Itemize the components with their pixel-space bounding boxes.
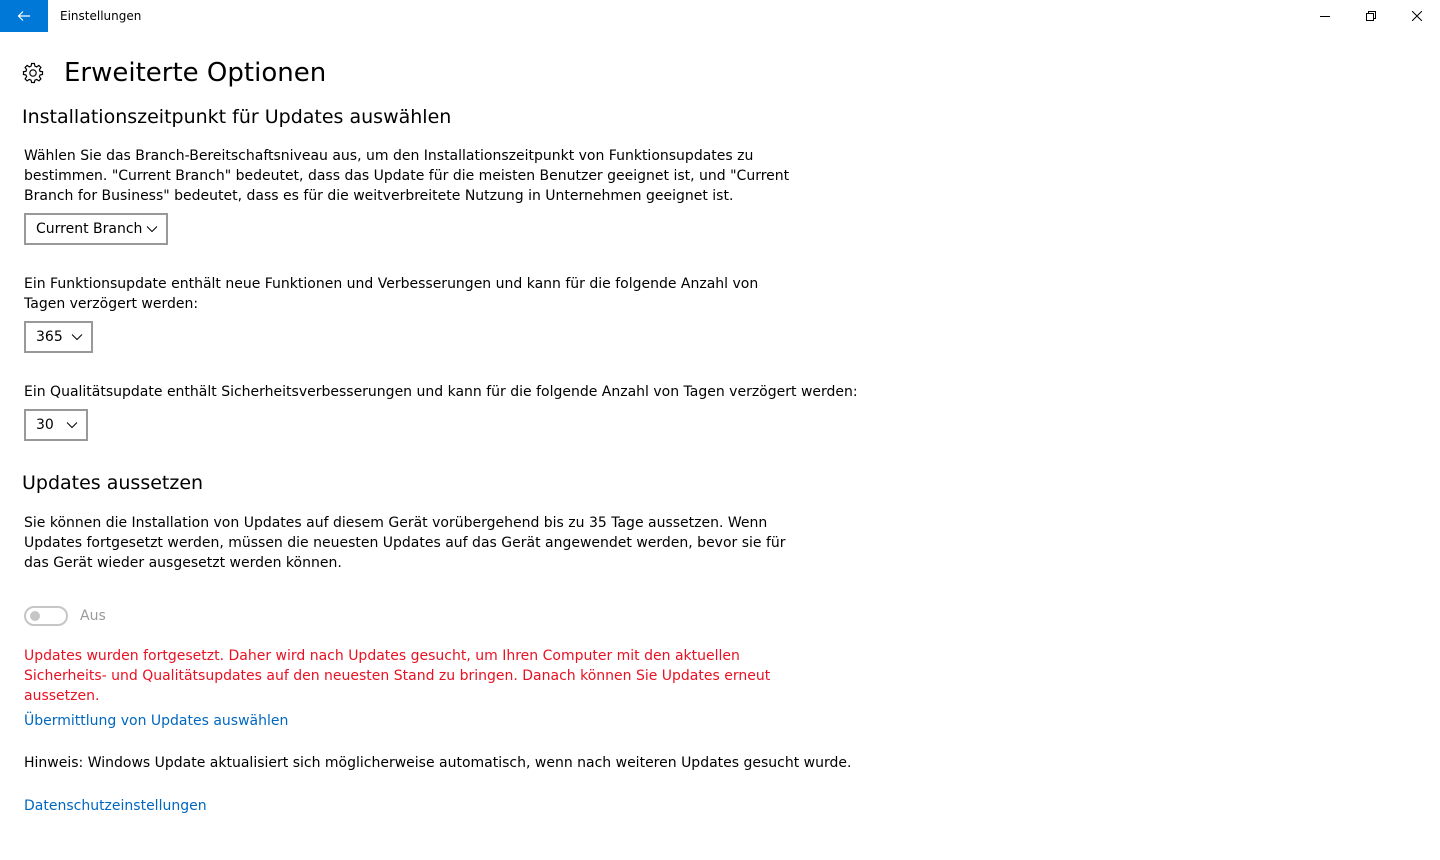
- feature-update-description: Ein Funktionsupdate enthält neue Funktionen und Verbesserungen und kann für die folgende Anzahl von Tagen verzögert werden:: [24, 276, 759, 312]
- chevron-down-icon: [146, 223, 158, 235]
- privacy-settings-link[interactable]: Datenschutzeinstellungen: [24, 798, 207, 814]
- close-button[interactable]: [1394, 0, 1440, 32]
- restore-icon: [1366, 11, 1376, 21]
- quality-update-delay-value: 30: [36, 417, 54, 433]
- arrow-left-icon: [17, 10, 31, 22]
- feature-update-delay-select[interactable]: [24, 321, 93, 353]
- pause-description: Sie können die Installation von Updates auf diesem Gerät vorübergehend bis zu 35 Tage aussetzen. Wenn Updates fortgesetzt werden, müssen die neuesten Updates auf das Gerät angewendet werden, bevor sie für das Gerät wieder ausgesetzt werden können.: [24, 515, 786, 571]
- title-bar: [0, 0, 1440, 32]
- page-header: [22, 56, 326, 90]
- pause-updates-toggle-label: Aus: [80, 608, 106, 624]
- minimize-icon: [1320, 11, 1330, 21]
- branch-readiness-value: Current Branch: [36, 221, 143, 237]
- quality-update-delay-select[interactable]: [24, 409, 88, 441]
- quality-update-description: Ein Qualitätsupdate enthält Sicherheitsverbesserungen und kann für die folgende Anzahl von Tagen verzögert werden:: [24, 384, 858, 400]
- chevron-down-icon: [66, 419, 78, 431]
- back-button[interactable]: [0, 0, 48, 32]
- feature-update-delay-value: 365: [36, 329, 63, 345]
- pause-updates-toggle[interactable]: [24, 606, 68, 626]
- gear-icon: [22, 62, 44, 84]
- app-title: Einstellungen: [60, 9, 142, 23]
- install-section-heading: Installationszeitpunkt für Updates auswählen: [22, 106, 452, 128]
- pause-section-heading: Updates aussetzen: [22, 472, 204, 494]
- chevron-down-icon: [71, 331, 83, 343]
- updates-resumed-warning: Updates wurden fortgesetzt. Daher wird nach Updates gesucht, um Ihren Computer mit den aktuellen Sicherheits- und Qualitätsupdates auf den neuesten Stand zu bringen. Danach können Sie Updates erneut aussetzen.: [24, 648, 771, 704]
- close-icon: [1412, 11, 1422, 21]
- page-title: Erweiterte Optionen: [64, 58, 327, 88]
- minimize-button[interactable]: [1302, 0, 1348, 32]
- branch-readiness-select[interactable]: [24, 213, 168, 245]
- branch-description: Wählen Sie das Branch-Bereitschaftsniveau aus, um den Installationszeitpunkt von Funktionsupdates zu bestimmen. "Current Branch" bedeutet, dass das Update für die meisten Benutzer geeignet ist, und "Current Branch for Business" bedeutet, dass es für die weitverbreitete Nutzung in Unternehmen geeignet ist.: [24, 148, 790, 204]
- delivery-optimization-link[interactable]: Übermittlung von Updates auswählen: [24, 713, 289, 729]
- windows-update-note: Hinweis: Windows Update aktualisiert sich möglicherweise automatisch, wenn nach weiteren Updates gesucht wurde.: [24, 755, 852, 771]
- toggle-knob: [30, 611, 40, 621]
- restore-button[interactable]: [1348, 0, 1394, 32]
